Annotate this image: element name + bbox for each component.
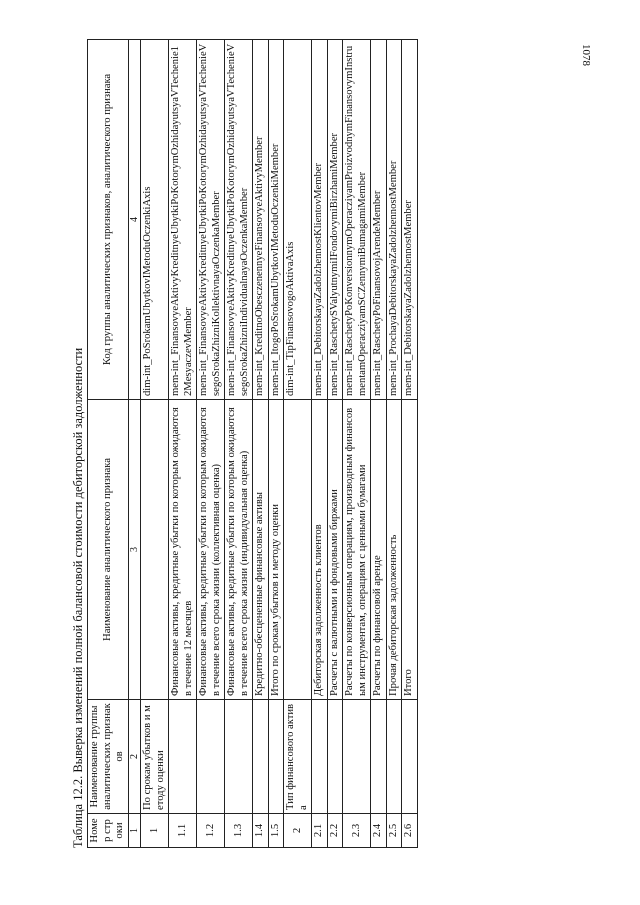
group-name	[225, 700, 253, 814]
column-number-row	[128, 40, 141, 848]
attribute-name	[141, 400, 169, 700]
attribute-name: Расчеты по конверсионным операциям, производным финансовым инструментам, операциям с ценными бумагами	[343, 400, 371, 700]
table-row	[327, 40, 343, 848]
reconciliation-table	[87, 39, 418, 848]
group-name	[169, 700, 197, 814]
row-number: 1.3	[225, 814, 253, 848]
table-row	[312, 40, 328, 848]
row-number: 1	[141, 814, 169, 848]
attribute-code: mem-int_KreditnoObesczenennyeFinansovyeAktivyMember	[253, 40, 269, 400]
attribute-code: dim-int_TipFinansovogoAktivaAxis	[284, 40, 312, 400]
attribute-name: Расчеты по финансовой аренде	[371, 400, 387, 700]
row-number: 1.1	[169, 814, 197, 848]
rotated-page-content	[70, 38, 590, 848]
row-number: 2.2	[327, 814, 343, 848]
group-name	[253, 700, 269, 814]
column-number: 2	[128, 700, 141, 814]
attribute-code: mem-int_RaschetyPoFinansovojArendeMember	[371, 40, 387, 400]
table-row	[169, 40, 197, 848]
row-number: 2.4	[371, 814, 387, 848]
attribute-name: Прочая дебиторская задолженность	[386, 400, 402, 700]
attribute-name: Финансовые активы, кредитные убытки по которым ожидаются в течение всего срока жизни (коллективная оценка)	[197, 400, 225, 700]
column-number: 1	[128, 814, 141, 848]
group-name	[402, 700, 418, 814]
attribute-name: Финансовые активы, кредитные убытки по которым ожидаются в течение 12 месяцев	[169, 400, 197, 700]
table-row	[386, 40, 402, 848]
attribute-name: Дебиторская задолженность клиентов	[312, 400, 328, 700]
row-number: 2	[284, 814, 312, 848]
group-name	[327, 700, 343, 814]
table-row	[225, 40, 253, 848]
table-row	[253, 40, 269, 848]
header-row-number: Номер строки	[88, 814, 129, 848]
group-name	[343, 700, 371, 814]
group-name	[197, 700, 225, 814]
table-row	[343, 40, 371, 848]
attribute-code: mem-int_RaschetySValyutnymiIFondovymiBirzhamiMember	[327, 40, 343, 400]
table-row	[284, 40, 312, 848]
header-row	[88, 40, 129, 848]
attribute-code: mem-int_FinansovyeAktivyKreditnyeUbytkiPoKotorymOzhidayutsyaVTechenie12MesyaczevMember	[169, 40, 197, 400]
attribute-name	[284, 400, 312, 700]
attribute-name: Финансовые активы, кредитные убытки по которым ожидаются в течение всего срока жизни (индивидуальная оценка)	[225, 400, 253, 700]
group-name	[268, 700, 284, 814]
table-row	[197, 40, 225, 848]
attribute-code: mem-int_DebitorskayaZadolzhennostKlientovMember	[312, 40, 328, 400]
group-name: По срокам убытков и методу оценки	[141, 700, 169, 814]
table-row	[268, 40, 284, 848]
table-row	[371, 40, 387, 848]
header-attribute-name: Наименование аналитического признака	[88, 400, 129, 700]
attribute-code: mem-int_RaschetyPoKonversionnymOperacziyamProizvodnymFinansovymInstrumentamOperacziyamSCZennymiBumagamiMember	[343, 40, 371, 400]
attribute-name: Итого по срокам убытков и методу оценки	[268, 400, 284, 700]
row-number: 2.1	[312, 814, 328, 848]
group-name	[386, 700, 402, 814]
attribute-code: dim-int_PoSrokamUbytkovIMetoduOczenkiAxis	[141, 40, 169, 400]
table-row	[141, 40, 169, 848]
attribute-code: mem-int_ItogoPoSrokamUbytkovIMetoduOczenkiMember	[268, 40, 284, 400]
column-number: 3	[128, 400, 141, 700]
row-number: 1.5	[268, 814, 284, 848]
attribute-code: mem-int_ProchayaDebitorskayaZadolzhennostMember	[386, 40, 402, 400]
table-caption: Таблица 12.2. Выверка изменений полной балансовой стоимости дебиторской задолженности	[71, 347, 85, 848]
group-name: Тип финансового актива	[284, 700, 312, 814]
header-group-name: Наименование группы аналитических признаков	[88, 700, 129, 814]
attribute-code: mem-int_DebitorskayaZadolzhennostMember	[402, 40, 418, 400]
attribute-code: mem-int_FinansovyeAktivyKreditnyeUbytkiPoKotorymOzhidayutsyaVTechenieVsegoSrokaZhizniKollektivnayaOczenkaMember	[197, 40, 225, 400]
row-number: 1.2	[197, 814, 225, 848]
table-row	[402, 40, 418, 848]
row-number: 2.3	[343, 814, 371, 848]
header-code: Код группы аналитических признаков, аналитического признака	[88, 40, 129, 400]
page-number: 1078	[580, 44, 592, 66]
column-number: 4	[128, 40, 141, 400]
row-number: 1.4	[253, 814, 269, 848]
group-name	[371, 700, 387, 814]
row-number: 2.6	[402, 814, 418, 848]
attribute-name: Итого	[402, 400, 418, 700]
row-number: 2.5	[386, 814, 402, 848]
group-name	[312, 700, 328, 814]
attribute-code: mem-int_FinansovyeAktivyKreditnyeUbytkiPoKotorymOzhidayutsyaVTechenieVsegoSrokaZhizniIndividualnayaOczenkaMember	[225, 40, 253, 400]
attribute-name: Расчеты с валютными и фондовыми биржами	[327, 400, 343, 700]
attribute-name: Кредитно-обесцененные финансовые активы	[253, 400, 269, 700]
